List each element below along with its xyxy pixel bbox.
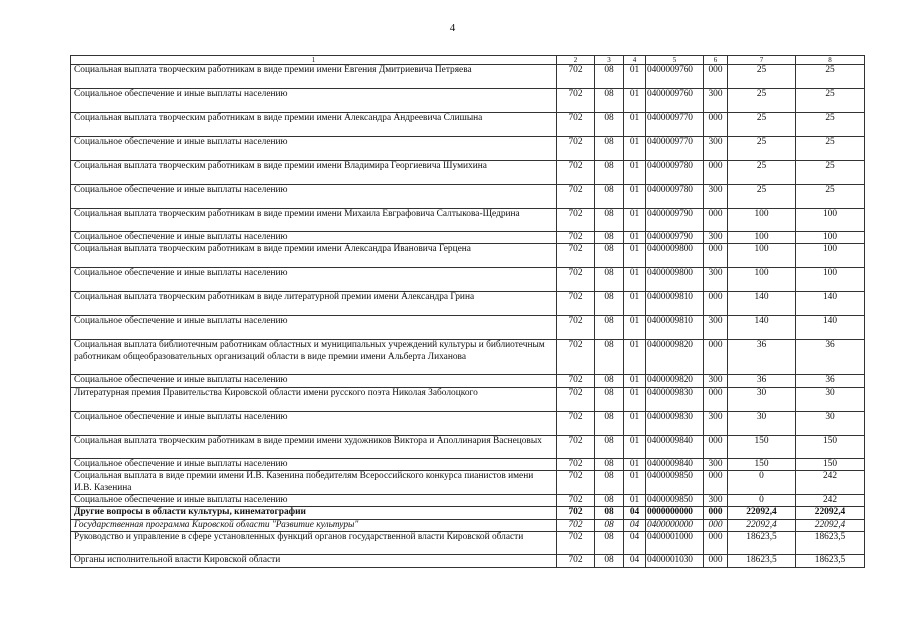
target-article-code: 0000000000 bbox=[646, 507, 704, 519]
amount-year-2: 100 bbox=[796, 232, 865, 244]
table-row bbox=[71, 137, 865, 161]
target-article-code: 0400009770 bbox=[646, 113, 704, 137]
table-row bbox=[71, 268, 865, 292]
amount-year-2: 140 bbox=[796, 292, 865, 316]
table-row bbox=[71, 65, 865, 89]
ministry-code: 702 bbox=[557, 292, 595, 316]
header-cell: 8 bbox=[796, 56, 865, 65]
row-description: Социальное обеспечение и иные выплаты населению bbox=[71, 458, 557, 470]
header-cell: 4 bbox=[624, 56, 646, 65]
target-article-code: 0400000000 bbox=[646, 519, 704, 531]
table-row bbox=[71, 532, 865, 555]
expense-type-code: 000 bbox=[704, 471, 728, 495]
amount-year-1: 25 bbox=[728, 185, 796, 209]
subsection-code: 04 bbox=[624, 519, 646, 531]
row-description: Органы исполнительной власти Кировской области bbox=[71, 555, 557, 567]
amount-year-2: 22092,4 bbox=[796, 519, 865, 531]
section-code: 08 bbox=[595, 387, 624, 411]
subsection-code: 01 bbox=[624, 65, 646, 89]
subsection-code: 01 bbox=[624, 411, 646, 435]
ministry-code: 702 bbox=[557, 471, 595, 495]
amount-year-1: 30 bbox=[728, 411, 796, 435]
ministry-code: 702 bbox=[557, 495, 595, 507]
expense-type-code: 000 bbox=[704, 209, 728, 232]
ministry-code: 702 bbox=[557, 113, 595, 137]
expense-type-code: 000 bbox=[704, 555, 728, 567]
table-row bbox=[71, 458, 865, 470]
target-article-code: 0400009790 bbox=[646, 232, 704, 244]
ministry-code: 702 bbox=[557, 375, 595, 387]
subsection-code: 01 bbox=[624, 232, 646, 244]
amount-year-2: 100 bbox=[796, 209, 865, 232]
row-description: Литературная премия Правительства Кировской области имени русского поэта Николая Заболоцкого bbox=[71, 387, 557, 411]
subsection-code: 04 bbox=[624, 555, 646, 567]
table-row bbox=[71, 411, 865, 435]
table-row bbox=[71, 89, 865, 113]
section-code: 08 bbox=[595, 292, 624, 316]
amount-year-2: 36 bbox=[796, 340, 865, 375]
subsection-code: 01 bbox=[624, 268, 646, 292]
header-cell: 2 bbox=[557, 56, 595, 65]
ministry-code: 702 bbox=[557, 340, 595, 375]
amount-year-1: 22092,4 bbox=[728, 519, 796, 531]
amount-year-2: 25 bbox=[796, 89, 865, 113]
section-code: 08 bbox=[595, 519, 624, 531]
table-row bbox=[71, 161, 865, 185]
section-code: 08 bbox=[595, 495, 624, 507]
expense-type-code: 000 bbox=[704, 387, 728, 411]
subsection-code: 01 bbox=[624, 137, 646, 161]
target-article-code: 0400009830 bbox=[646, 387, 704, 411]
expense-type-code: 300 bbox=[704, 458, 728, 470]
amount-year-2: 150 bbox=[796, 435, 865, 458]
amount-year-1: 100 bbox=[728, 232, 796, 244]
amount-year-1: 150 bbox=[728, 458, 796, 470]
expense-type-code: 300 bbox=[704, 316, 728, 340]
budget-table bbox=[70, 55, 865, 568]
row-description: Социальная выплата творческим работникам в виде премии имени Александра Ивановича Герцена bbox=[71, 244, 557, 268]
amount-year-1: 0 bbox=[728, 471, 796, 495]
row-description: Социальная выплата творческим работникам в виде премии имени Александра Андреевича Слишына bbox=[71, 113, 557, 137]
target-article-code: 0400009790 bbox=[646, 209, 704, 232]
amount-year-2: 100 bbox=[796, 268, 865, 292]
ministry-code: 702 bbox=[557, 244, 595, 268]
expense-type-code: 000 bbox=[704, 65, 728, 89]
target-article-code: 0400001000 bbox=[646, 532, 704, 555]
target-article-code: 0400009840 bbox=[646, 435, 704, 458]
ministry-code: 702 bbox=[557, 89, 595, 113]
subsection-code: 01 bbox=[624, 435, 646, 458]
row-description: Социальное обеспечение и иные выплаты населению bbox=[71, 232, 557, 244]
section-code: 08 bbox=[595, 507, 624, 519]
header-cell: 1 bbox=[71, 56, 557, 65]
row-description: Социальное обеспечение и иные выплаты населению bbox=[71, 137, 557, 161]
ministry-code: 702 bbox=[557, 435, 595, 458]
ministry-code: 702 bbox=[557, 458, 595, 470]
section-code: 08 bbox=[595, 316, 624, 340]
ministry-code: 702 bbox=[557, 65, 595, 89]
amount-year-1: 25 bbox=[728, 89, 796, 113]
table-row bbox=[71, 292, 865, 316]
target-article-code: 0400009810 bbox=[646, 316, 704, 340]
row-description: Социальная выплата творческим работникам в виде премии имени Михаила Евграфовича Салтыкова-Щедрина bbox=[71, 209, 557, 232]
expense-type-code: 000 bbox=[704, 113, 728, 137]
amount-year-1: 140 bbox=[728, 292, 796, 316]
ministry-code: 702 bbox=[557, 532, 595, 555]
expense-type-code: 000 bbox=[704, 340, 728, 375]
section-code: 08 bbox=[595, 244, 624, 268]
table-row bbox=[71, 244, 865, 268]
expense-type-code: 000 bbox=[704, 519, 728, 531]
row-description: Социальная выплата творческим работникам в виде премии имени Владимира Георгиевича Шумихина bbox=[71, 161, 557, 185]
amount-year-1: 18623,5 bbox=[728, 555, 796, 567]
ministry-code: 702 bbox=[557, 411, 595, 435]
row-description: Социальная выплата творческим работникам в виде литературной премии имени Александра Грина bbox=[71, 292, 557, 316]
amount-year-1: 100 bbox=[728, 209, 796, 232]
subsection-code: 01 bbox=[624, 244, 646, 268]
ministry-code: 702 bbox=[557, 161, 595, 185]
section-code: 08 bbox=[595, 113, 624, 137]
table-row bbox=[71, 519, 865, 531]
target-article-code: 0400009840 bbox=[646, 458, 704, 470]
table-row bbox=[71, 555, 865, 567]
table-row bbox=[71, 113, 865, 137]
subsection-code: 01 bbox=[624, 292, 646, 316]
section-code: 08 bbox=[595, 209, 624, 232]
ministry-code: 702 bbox=[557, 555, 595, 567]
subsection-code: 01 bbox=[624, 89, 646, 113]
amount-year-2: 30 bbox=[796, 387, 865, 411]
amount-year-1: 25 bbox=[728, 161, 796, 185]
amount-year-2: 25 bbox=[796, 185, 865, 209]
target-article-code: 0400001030 bbox=[646, 555, 704, 567]
subsection-code: 01 bbox=[624, 316, 646, 340]
subsection-code: 01 bbox=[624, 387, 646, 411]
row-description: Социальная выплата творческим работникам в виде премии имени Евгения Дмитриевича Петряева bbox=[71, 65, 557, 89]
subsection-code: 01 bbox=[624, 161, 646, 185]
amount-year-1: 25 bbox=[728, 65, 796, 89]
section-code: 08 bbox=[595, 555, 624, 567]
expense-type-code: 000 bbox=[704, 435, 728, 458]
target-article-code: 0400009850 bbox=[646, 471, 704, 495]
subsection-code: 01 bbox=[624, 209, 646, 232]
amount-year-1: 100 bbox=[728, 268, 796, 292]
ministry-code: 702 bbox=[557, 387, 595, 411]
subsection-code: 01 bbox=[624, 113, 646, 137]
amount-year-2: 36 bbox=[796, 375, 865, 387]
expense-type-code: 300 bbox=[704, 185, 728, 209]
amount-year-2: 140 bbox=[796, 316, 865, 340]
amount-year-1: 150 bbox=[728, 435, 796, 458]
amount-year-2: 242 bbox=[796, 495, 865, 507]
section-code: 08 bbox=[595, 89, 624, 113]
expense-type-code: 300 bbox=[704, 89, 728, 113]
amount-year-2: 25 bbox=[796, 65, 865, 89]
ministry-code: 702 bbox=[557, 316, 595, 340]
header-cell: 6 bbox=[704, 56, 728, 65]
table-row bbox=[71, 387, 865, 411]
amount-year-1: 0 bbox=[728, 495, 796, 507]
page-number: 4 bbox=[449, 22, 456, 34]
row-description: Социальная выплата в виде премии имени И.В. Казенина победителям Всероссийского конкурса пианистов имени И.В. Казенина bbox=[71, 471, 557, 495]
section-code: 08 bbox=[595, 340, 624, 375]
target-article-code: 0400009780 bbox=[646, 185, 704, 209]
ministry-code: 702 bbox=[557, 185, 595, 209]
header-cell: 3 bbox=[595, 56, 624, 65]
expense-type-code: 000 bbox=[704, 532, 728, 555]
row-description: Социальное обеспечение и иные выплаты населению bbox=[71, 89, 557, 113]
amount-year-2: 25 bbox=[796, 161, 865, 185]
section-code: 08 bbox=[595, 532, 624, 555]
subsection-code: 04 bbox=[624, 507, 646, 519]
section-code: 08 bbox=[595, 268, 624, 292]
target-article-code: 0400009780 bbox=[646, 161, 704, 185]
amount-year-2: 25 bbox=[796, 137, 865, 161]
section-code: 08 bbox=[595, 458, 624, 470]
ministry-code: 702 bbox=[557, 209, 595, 232]
target-article-code: 0400009760 bbox=[646, 65, 704, 89]
amount-year-2: 18623,5 bbox=[796, 555, 865, 567]
section-code: 08 bbox=[595, 161, 624, 185]
subsection-code: 01 bbox=[624, 495, 646, 507]
expense-type-code: 000 bbox=[704, 161, 728, 185]
expense-type-code: 000 bbox=[704, 507, 728, 519]
table-row bbox=[71, 507, 865, 519]
table-row bbox=[71, 375, 865, 387]
header-cell: 5 bbox=[646, 56, 704, 65]
expense-type-code: 300 bbox=[704, 232, 728, 244]
ministry-code: 702 bbox=[557, 507, 595, 519]
subsection-code: 01 bbox=[624, 340, 646, 375]
amount-year-2: 22092,4 bbox=[796, 507, 865, 519]
amount-year-2: 100 bbox=[796, 244, 865, 268]
amount-year-1: 36 bbox=[728, 375, 796, 387]
ministry-code: 702 bbox=[557, 232, 595, 244]
expense-type-code: 300 bbox=[704, 411, 728, 435]
table-row bbox=[71, 316, 865, 340]
amount-year-1: 36 bbox=[728, 340, 796, 375]
target-article-code: 0400009830 bbox=[646, 411, 704, 435]
subsection-code: 01 bbox=[624, 458, 646, 470]
section-code: 08 bbox=[595, 65, 624, 89]
row-description: Социальная выплата библиотечным работникам областных и муниципальных учреждений культуры и библиотечным работникам общеобразовательных организаций области в виде премии имени Альберта Лиханова bbox=[71, 340, 557, 375]
section-code: 08 bbox=[595, 471, 624, 495]
table-header-row bbox=[71, 56, 865, 65]
subsection-code: 04 bbox=[624, 532, 646, 555]
table-row bbox=[71, 495, 865, 507]
row-description: Руководство и управление в сфере установленных функций органов государственной власти Кировской области bbox=[71, 532, 557, 555]
section-code: 08 bbox=[595, 232, 624, 244]
table-row bbox=[71, 435, 865, 458]
ministry-code: 702 bbox=[557, 519, 595, 531]
table-row bbox=[71, 340, 865, 375]
row-description: Социальное обеспечение и иные выплаты населению bbox=[71, 495, 557, 507]
amount-year-2: 30 bbox=[796, 411, 865, 435]
row-description: Другие вопросы в области культуры, кинематографии bbox=[71, 507, 557, 519]
amount-year-1: 18623,5 bbox=[728, 532, 796, 555]
expense-type-code: 000 bbox=[704, 244, 728, 268]
target-article-code: 0400009850 bbox=[646, 495, 704, 507]
row-description: Социальное обеспечение и иные выплаты населению bbox=[71, 316, 557, 340]
row-description: Социальное обеспечение и иные выплаты населению bbox=[71, 185, 557, 209]
amount-year-2: 242 bbox=[796, 471, 865, 495]
subsection-code: 01 bbox=[624, 185, 646, 209]
expense-type-code: 300 bbox=[704, 375, 728, 387]
ministry-code: 702 bbox=[557, 137, 595, 161]
expense-type-code: 300 bbox=[704, 268, 728, 292]
expense-type-code: 300 bbox=[704, 137, 728, 161]
table-row bbox=[71, 471, 865, 495]
row-description: Социальное обеспечение и иные выплаты населению bbox=[71, 268, 557, 292]
table-row bbox=[71, 185, 865, 209]
subsection-code: 01 bbox=[624, 375, 646, 387]
amount-year-1: 22092,4 bbox=[728, 507, 796, 519]
row-description: Социальное обеспечение и иные выплаты населению bbox=[71, 411, 557, 435]
target-article-code: 0400009770 bbox=[646, 137, 704, 161]
amount-year-1: 25 bbox=[728, 113, 796, 137]
section-code: 08 bbox=[595, 137, 624, 161]
amount-year-1: 140 bbox=[728, 316, 796, 340]
table-row bbox=[71, 232, 865, 244]
target-article-code: 0400009820 bbox=[646, 340, 704, 375]
section-code: 08 bbox=[595, 411, 624, 435]
section-code: 08 bbox=[595, 375, 624, 387]
amount-year-1: 30 bbox=[728, 387, 796, 411]
expense-type-code: 000 bbox=[704, 292, 728, 316]
row-description: Социальное обеспечение и иные выплаты населению bbox=[71, 375, 557, 387]
table-row bbox=[71, 209, 865, 232]
amount-year-2: 150 bbox=[796, 458, 865, 470]
header-cell: 7 bbox=[728, 56, 796, 65]
row-description: Государственная программа Кировской области "Развитие культуры" bbox=[71, 519, 557, 531]
target-article-code: 0400009820 bbox=[646, 375, 704, 387]
target-article-code: 0400009800 bbox=[646, 268, 704, 292]
section-code: 08 bbox=[595, 185, 624, 209]
target-article-code: 0400009810 bbox=[646, 292, 704, 316]
amount-year-2: 25 bbox=[796, 113, 865, 137]
amount-year-1: 25 bbox=[728, 137, 796, 161]
target-article-code: 0400009800 bbox=[646, 244, 704, 268]
section-code: 08 bbox=[595, 435, 624, 458]
amount-year-2: 18623,5 bbox=[796, 532, 865, 555]
ministry-code: 702 bbox=[557, 268, 595, 292]
expense-type-code: 300 bbox=[704, 495, 728, 507]
target-article-code: 0400009760 bbox=[646, 89, 704, 113]
row-description: Социальная выплата творческим работникам в виде премии имени художников Виктора и Аполлинария Васнецовых bbox=[71, 435, 557, 458]
subsection-code: 01 bbox=[624, 471, 646, 495]
amount-year-1: 100 bbox=[728, 244, 796, 268]
